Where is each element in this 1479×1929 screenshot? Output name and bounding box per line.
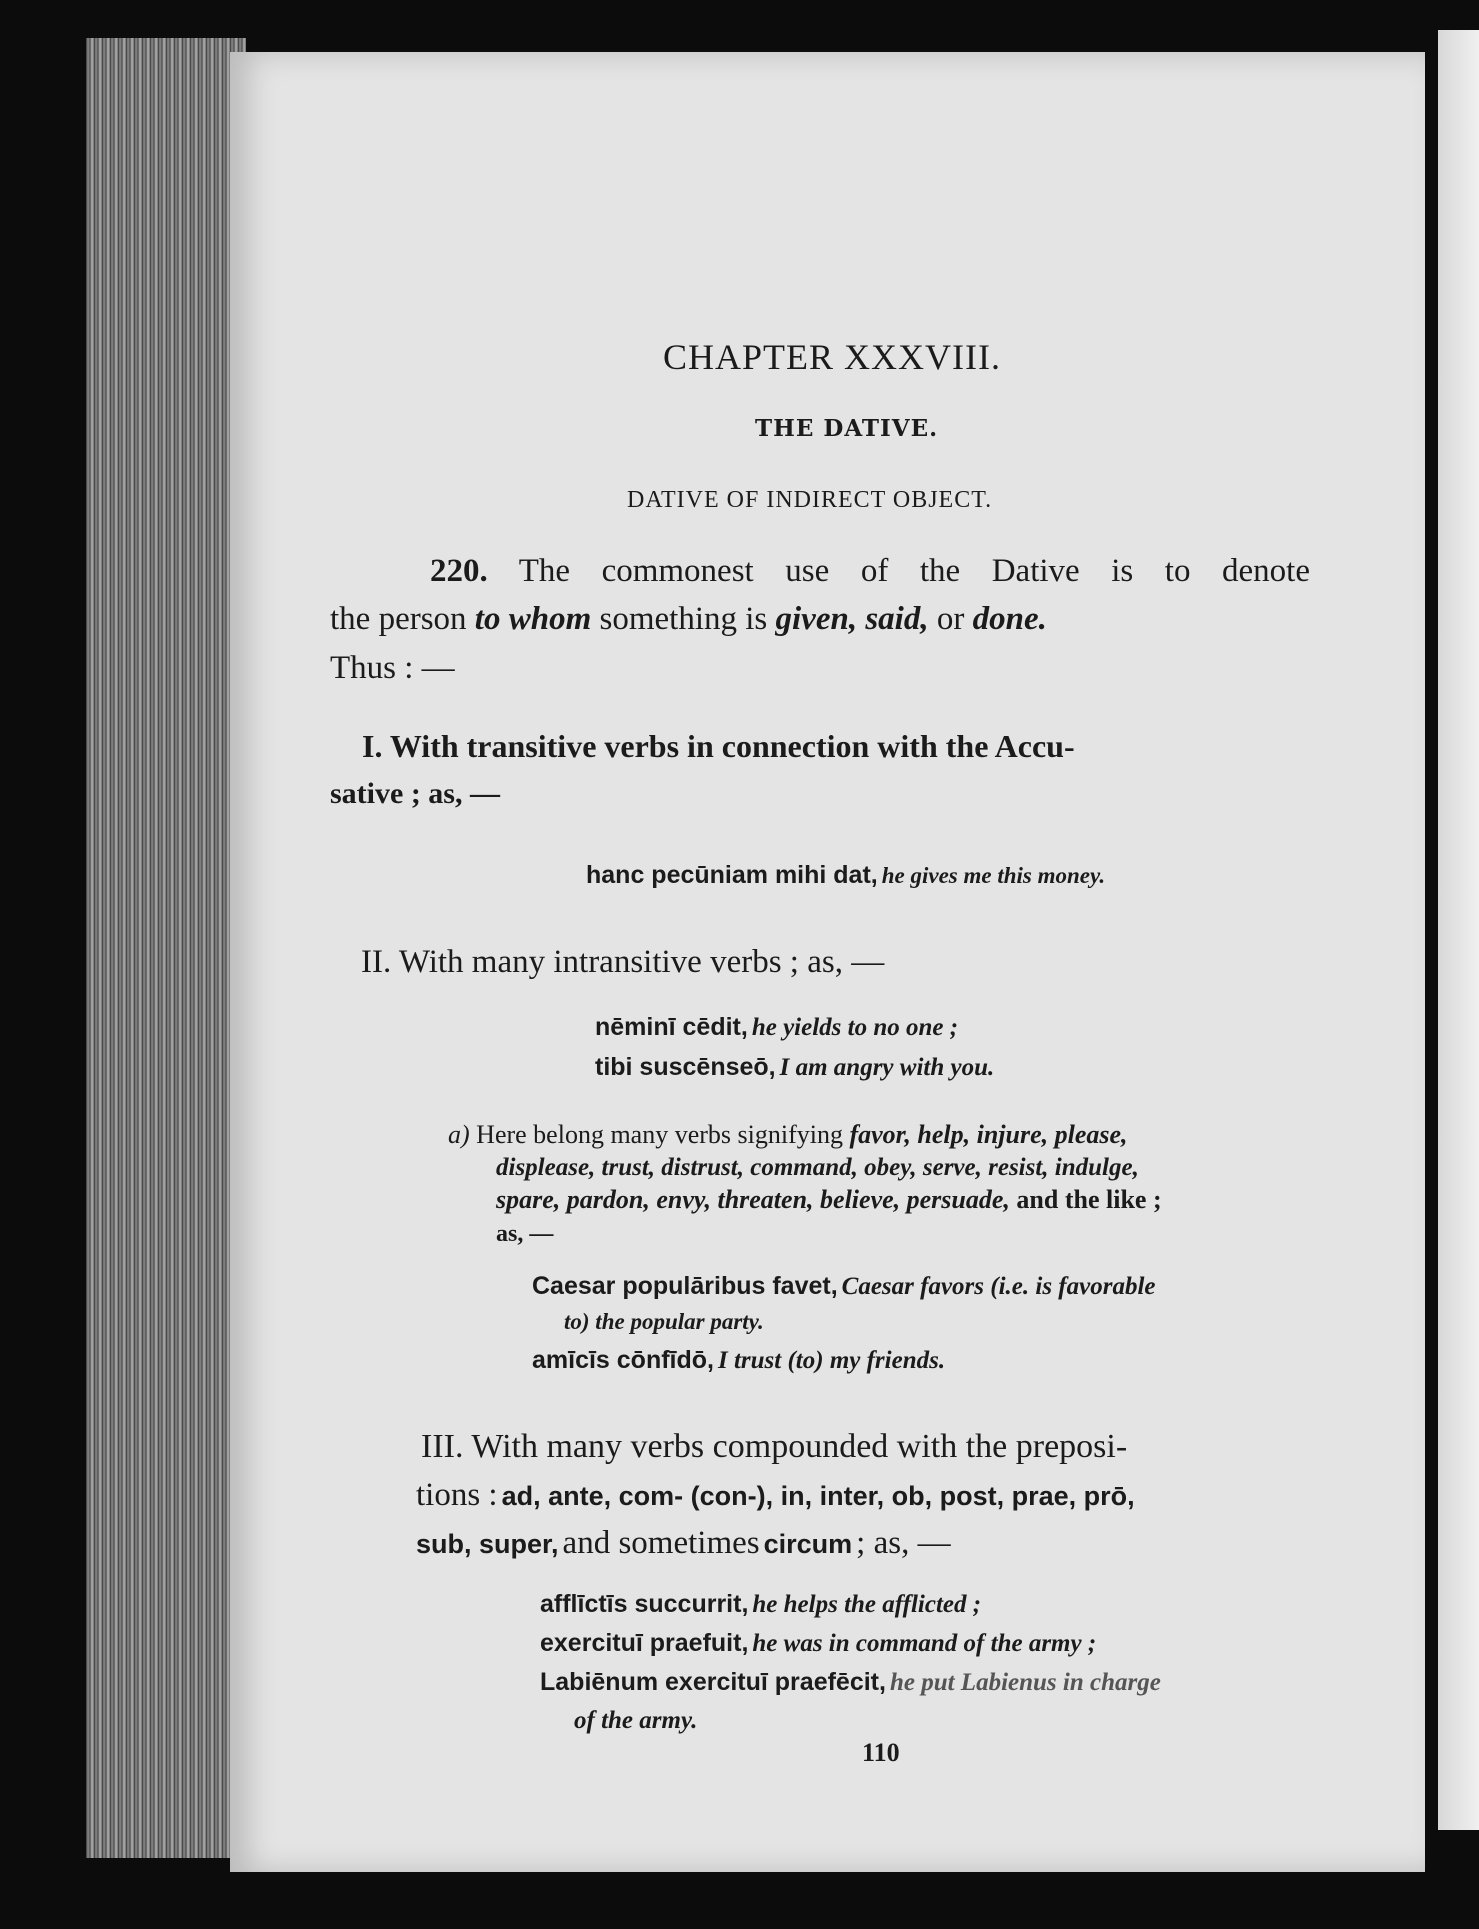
latin-example: tibi suscēnseō, xyxy=(595,1053,776,1081)
latin-example: exercituī praefuit, xyxy=(540,1629,749,1657)
latin-example: hanc pecūniam mihi dat, xyxy=(586,861,878,889)
rule-text: ; as, — xyxy=(856,1525,951,1561)
latin-example: Labiēnum exercituī praefēcit, xyxy=(540,1668,886,1696)
chapter-title: CHAPTER XXXVIII. xyxy=(663,337,1001,377)
note-a-line-2: displease, trust, distrust, command, obey, serve, resist, indulge, xyxy=(496,1154,1139,1181)
latin-prepositions: ad, ante, com- (con-), in, inter, ob, post, prae, prō, xyxy=(501,1481,1135,1511)
english-translation: he put Labienus in charge xyxy=(889,1669,1161,1696)
book-page-edges xyxy=(86,38,246,1858)
english-translation: I trust (to) my friends. xyxy=(717,1347,946,1374)
rule-2-example-2 xyxy=(595,1055,994,1080)
note-a-example-2 xyxy=(532,1348,945,1373)
latin-prepositions: sub, super, xyxy=(416,1529,559,1559)
subsection-title: DATIVE OF INDIRECT OBJECT. xyxy=(627,487,993,513)
english-translation: he yields to no one ; xyxy=(751,1014,959,1041)
rule-3-line-1: III. With many verbs compounded with the preposi- xyxy=(421,1428,1128,1465)
para-220-line-2 xyxy=(330,603,1305,636)
para-emphasis: to whom xyxy=(474,601,592,637)
rule-3-example-1 xyxy=(540,1592,981,1617)
para-220-line-3: Thus : — xyxy=(330,650,455,686)
para-text: or xyxy=(936,601,965,637)
facing-page-edge xyxy=(1438,30,1479,1830)
note-a-example-1 xyxy=(532,1274,1156,1299)
note-emphasis: spare, pardon, envy, threaten, believe, persuade, xyxy=(496,1185,1010,1214)
rule-2-example-1 xyxy=(595,1015,958,1040)
latin-prepositions: circum xyxy=(763,1529,853,1559)
rule-3-example-2 xyxy=(540,1631,1096,1656)
rule-3-line-3 xyxy=(416,1527,951,1560)
section-title: THE DATIVE. xyxy=(755,415,939,442)
english-translation: I am angry with you. xyxy=(779,1054,995,1081)
latin-example: amīcīs cōnfīdō, xyxy=(532,1346,714,1374)
note-a-example-1-cont: to) the popular party. xyxy=(564,1309,764,1334)
para-text: something is xyxy=(599,601,768,637)
rule-1-example xyxy=(586,863,1105,888)
note-text: and the like ; xyxy=(1016,1185,1162,1214)
english-translation: he gives me this money. xyxy=(881,863,1106,888)
note-text: Here belong many verbs signifying xyxy=(476,1120,843,1149)
para-text: The commonest use of the Dative is to denote xyxy=(518,553,1310,589)
rule-text: tions : xyxy=(416,1477,498,1513)
book-page xyxy=(230,52,1425,1872)
rule-1-line-2: sative ; as, — xyxy=(330,777,500,810)
note-a-line-4: as, — xyxy=(496,1221,554,1247)
rule-3-example-3-cont: of the army. xyxy=(574,1707,698,1734)
page-number: 110 xyxy=(862,1738,900,1767)
english-translation: Caesar favors (i.e. is favorable xyxy=(841,1273,1156,1300)
rule-2-line-1: II. With many intransitive verbs ; as, — xyxy=(361,944,885,980)
rule-3-line-2 xyxy=(416,1479,1135,1512)
para-text: the person xyxy=(330,601,467,637)
latin-example: nēminī cēdit, xyxy=(595,1013,748,1041)
para-220-line-1 xyxy=(430,555,1310,588)
note-emphasis: favor, help, injure, please, xyxy=(849,1120,1128,1149)
latin-example: Caesar populāribus favet, xyxy=(532,1272,838,1300)
english-translation: he helps the afflicted ; xyxy=(752,1591,982,1618)
rule-3-example-3 xyxy=(540,1670,1161,1695)
rule-1-line-1: I. With transitive verbs in connection with the Accu- xyxy=(362,728,1075,764)
rule-text: and sometimes xyxy=(562,1525,760,1561)
english-translation: he was in command of the army ; xyxy=(752,1630,1097,1657)
note-a-line-3 xyxy=(496,1187,1162,1213)
note-label: a) xyxy=(448,1120,470,1149)
para-emphasis: done. xyxy=(972,601,1047,637)
latin-example: afflīctīs succurrit, xyxy=(540,1590,749,1618)
paragraph-number: 220. xyxy=(430,553,488,589)
note-a-line-1 xyxy=(448,1122,1128,1148)
para-emphasis: given, said, xyxy=(775,601,929,637)
